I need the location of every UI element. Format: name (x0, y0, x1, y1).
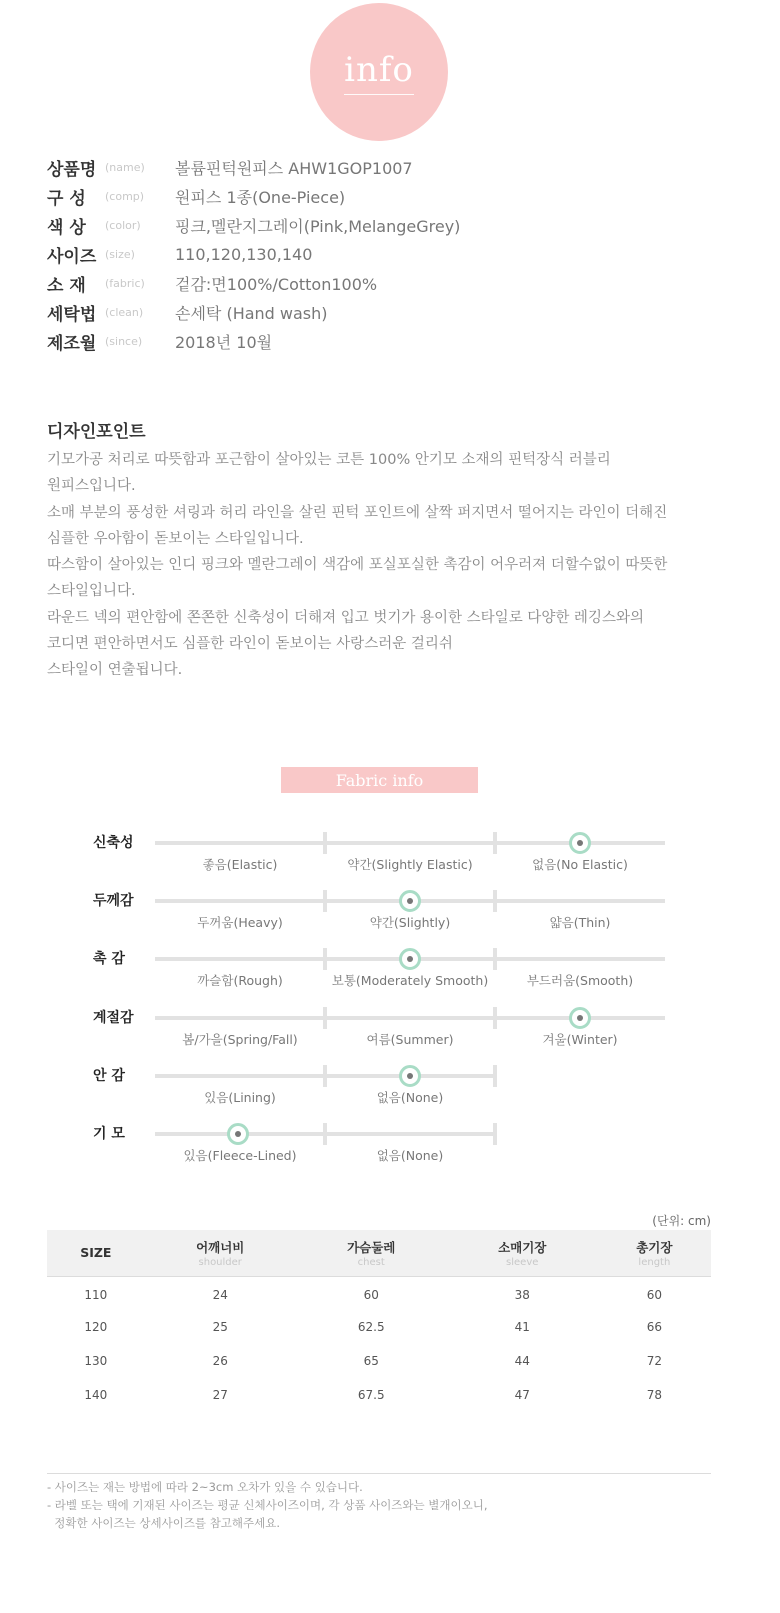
table-cell: 67.5 (357, 1388, 385, 1402)
fabric-option-label: 보통(Moderately Smooth) (331, 973, 489, 988)
table-cell: 78 (646, 1388, 662, 1402)
design-point-line: 코디면 편안하면서도 심플한 라인이 돋보이는 사랑스러운 걸리쉬 (47, 636, 453, 653)
size-header-ko: 어깨너비 (196, 1239, 245, 1255)
table-cell: 120 (84, 1320, 108, 1334)
fabric-scale-tick (323, 1007, 327, 1029)
fabric-option-label: 없음(None) (376, 1090, 444, 1105)
product-info-value: 볼륨핀턱원피스 AHW1GOP1007 (175, 159, 413, 178)
product-info-en: (color) (105, 219, 141, 232)
fabric-row (0, 893, 780, 939)
table-cell: 41 (514, 1320, 530, 1334)
fabric-option-label: 여름(Summer) (366, 1032, 454, 1047)
design-point-line: 소매 부분의 풍성한 셔링과 허리 라인을 살린 핀턱 포인트에 살짝 퍼지면서 떨어지는 라인이 더해진 (47, 504, 668, 521)
design-point-line: 스타일이 연출됩니다. (47, 662, 183, 679)
table-cell: 65 (363, 1354, 379, 1368)
product-info-row (47, 153, 460, 182)
size-header (598, 1230, 711, 1276)
fabric-option-label: 두꺼움(Heavy) (197, 915, 283, 930)
size-header-ko: 소매기장 (498, 1239, 547, 1255)
product-info-label: 사이즈 (47, 247, 97, 267)
fabric-option-label: 겨울(Winter) (542, 1032, 618, 1047)
table-cell: 110 (84, 1288, 108, 1303)
product-info-value: 110,120,130,140 (175, 245, 313, 264)
product-info-label: 구 성 (47, 189, 86, 209)
fabric-scale-tick (323, 948, 327, 970)
table-cell: 25 (212, 1320, 228, 1334)
design-point-text (47, 447, 737, 684)
fabric-option-label: 없음(No Elastic) (532, 857, 628, 872)
product-info-label: 색 상 (47, 218, 86, 238)
fabric-option-label: 없음(None) (376, 1148, 444, 1163)
product-info-value: 2018년 10월 (175, 333, 273, 352)
size-table (47, 1230, 711, 1412)
fabric-selected-marker (399, 948, 421, 970)
size-notes (47, 1478, 487, 1532)
table-cell: 44 (514, 1354, 530, 1368)
size-header-ko: 가슴둘레 (347, 1239, 396, 1255)
table-cell: 26 (212, 1354, 228, 1368)
product-info-row (47, 298, 460, 327)
size-header (447, 1230, 598, 1276)
fabric-row (0, 951, 780, 997)
size-header (296, 1230, 447, 1276)
product-info-value: 핑크,멜란지그레이(Pink,MelangeGrey) (175, 217, 461, 236)
fabric-scale-tick (493, 1123, 497, 1145)
fabric-info-banner (281, 767, 478, 793)
fabric-row (0, 1068, 780, 1114)
product-info-label: 제조월 (47, 334, 97, 354)
product-info-row (47, 327, 460, 356)
table-cell: 38 (514, 1288, 530, 1303)
size-header-ko: 총기장 (636, 1239, 673, 1255)
fabric-row-label: 기 모 (93, 1126, 125, 1142)
table-cell: 47 (514, 1388, 530, 1402)
product-info-row (47, 182, 460, 211)
table-cell: 72 (646, 1354, 662, 1368)
size-note: - 사이즈는 재는 방법에 따라 2~3cm 오차가 있을 수 있습니다. (47, 1480, 363, 1494)
table-cell: 130 (84, 1354, 108, 1368)
fabric-scale-tick (493, 890, 497, 912)
fabric-scale-tick (493, 832, 497, 854)
product-info-en: (comp) (105, 190, 145, 203)
fabric-row-label: 안 감 (93, 1068, 125, 1084)
product-info-en: (name) (105, 161, 145, 174)
fabric-row (0, 1126, 780, 1172)
fabric-row (0, 835, 780, 881)
size-header (145, 1230, 296, 1276)
info-badge (310, 3, 448, 141)
table-cell: 60 (363, 1288, 379, 1303)
fabric-option-label: 있음(Fleece-Lined) (183, 1148, 297, 1163)
product-info-value: 손세탁 (Hand wash) (175, 304, 328, 323)
product-info-en: (fabric) (105, 277, 145, 290)
design-point-line: 원피스입니다. (47, 478, 136, 495)
fabric-scale-tick (323, 1065, 327, 1087)
size-note: 정확한 사이즈는 상세사이즈를 참고해주세요. (47, 1516, 281, 1530)
product-info-en: (clean) (105, 306, 144, 319)
fabric-scale-tick (493, 1007, 497, 1029)
fabric-selected-marker (227, 1123, 249, 1145)
fabric-option-label: 까슬함(Rough) (197, 973, 283, 988)
fabric-row-label: 두께감 (93, 893, 134, 909)
table-cell: 27 (212, 1388, 228, 1402)
fabric-option-label: 얇음(Thin) (549, 915, 611, 930)
size-table-header (47, 1230, 711, 1276)
fabric-scale-tick (323, 890, 327, 912)
table-row (47, 1344, 711, 1378)
fabric-row-label: 촉 감 (93, 951, 125, 967)
size-header-en: length (638, 1256, 671, 1268)
fabric-row-label: 계절감 (93, 1010, 134, 1026)
design-point-line: 심플한 우아함이 돋보이는 스타일입니다. (47, 530, 304, 547)
size-header-en: sleeve (506, 1256, 539, 1268)
fabric-selected-marker (569, 832, 591, 854)
table-cell: 62.5 (357, 1320, 385, 1334)
size-note: - 라벨 또는 택에 기재된 사이즈는 평균 신체사이즈이며, 각 상품 사이즈와는 별개이오니, (47, 1498, 488, 1512)
fabric-option-label: 약간(Slightly) (369, 915, 451, 930)
fabric-row-label: 신축성 (93, 835, 134, 851)
size-header-en: chest (357, 1256, 385, 1268)
table-cell: 66 (646, 1320, 662, 1334)
design-point-line: 스타일입니다. (47, 583, 136, 600)
design-point-line: 따스함이 살아있는 인디 핑크와 멜란그레이 색감에 포실포실한 촉감이 어우러져 더할수없이 따뜻한 (47, 557, 668, 574)
product-info-en: (since) (105, 335, 143, 348)
table-row (47, 1310, 711, 1344)
notes-divider (47, 1473, 711, 1474)
fabric-scale-tick (323, 832, 327, 854)
table-cell: 60 (646, 1288, 662, 1303)
fabric-option-label: 약간(Slightly Elastic) (347, 857, 473, 872)
info-badge-label: info (344, 50, 414, 95)
size-header (47, 1230, 145, 1276)
fabric-scale-tick (323, 1123, 327, 1145)
product-info-value: 원피스 1종(One-Piece) (175, 188, 346, 207)
fabric-selected-marker (399, 890, 421, 912)
table-row (47, 1378, 711, 1412)
product-info-en: (size) (105, 248, 135, 261)
design-point-line: 라운드 넥의 편안함에 쫀쫀한 신축성이 더해져 입고 벗기가 용이한 스타일로 다양한 레깅스와의 (47, 609, 644, 626)
table-cell: 140 (84, 1388, 108, 1402)
product-info-label: 상품명 (47, 160, 97, 180)
size-unit-label: (단위: cm) (652, 1214, 711, 1228)
product-info-label: 소 재 (47, 276, 86, 296)
table-row (47, 1276, 711, 1310)
product-info-list (47, 153, 460, 356)
fabric-scale-tick (493, 948, 497, 970)
product-info-row (47, 240, 460, 269)
fabric-row (0, 1010, 780, 1056)
fabric-option-label: 봄/가을(Spring/Fall) (182, 1032, 298, 1047)
size-header-en: shoulder (198, 1256, 242, 1268)
fabric-option-label: 있음(Lining) (204, 1090, 276, 1105)
fabric-option-label: 부드러움(Smooth) (526, 973, 634, 988)
product-info-row (47, 269, 460, 298)
fabric-selected-marker (399, 1065, 421, 1087)
fabric-option-label: 좋음(Elastic) (202, 857, 278, 872)
design-point-line: 기모가공 처리로 따뜻함과 포근함이 살아있는 코튼 100% 안기모 소재의 핀턱장식 러블리 (47, 452, 611, 468)
design-point-title: 디자인포인트 (47, 422, 146, 442)
fabric-info-title: Fabric info (335, 770, 424, 790)
table-cell: 24 (212, 1288, 228, 1303)
size-header-ko: SIZE (80, 1245, 112, 1261)
product-info-label: 세탁법 (47, 305, 97, 325)
fabric-selected-marker (569, 1007, 591, 1029)
fabric-scale-tick (493, 1065, 497, 1087)
product-info-value: 겉감:면100%/Cotton100% (175, 275, 378, 294)
product-info-row (47, 211, 460, 240)
